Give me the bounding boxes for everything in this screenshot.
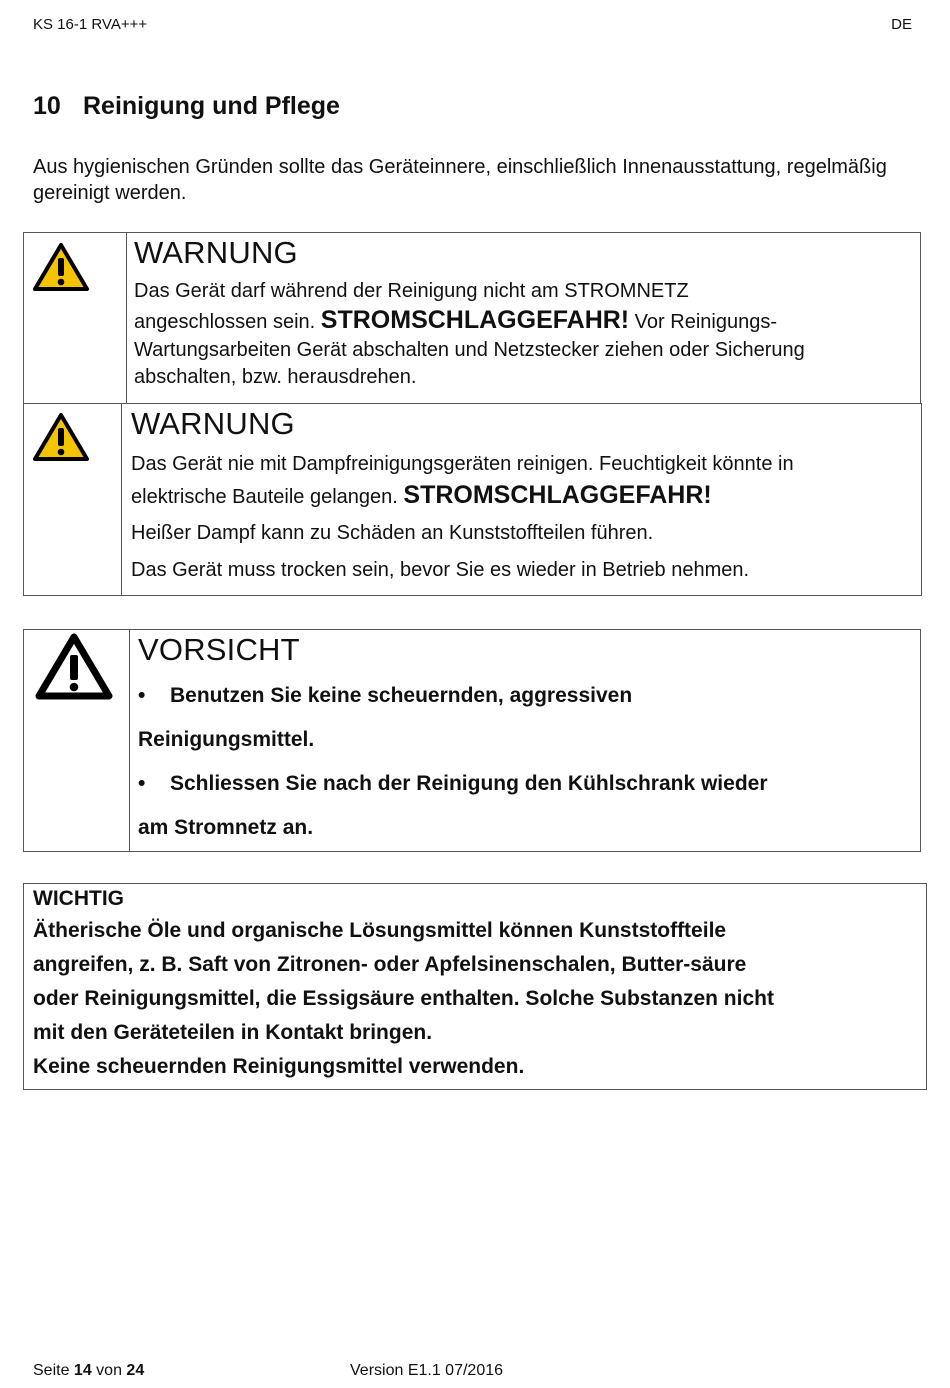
warning-1-heading: WARNUNG <box>134 235 298 270</box>
footer-page-word: Seite <box>33 1362 70 1379</box>
important-box <box>23 883 927 1090</box>
important-line-1: Ätherische Öle und organische Lösungsmittel können Kunststoffteile <box>33 919 727 942</box>
section-title <box>33 92 340 121</box>
caution-content <box>138 632 918 850</box>
bullet-icon: • <box>138 684 146 707</box>
footer-page-number <box>33 1362 144 1380</box>
warning-2-line-2-pre: elektrische Bauteile gelangen. <box>131 486 404 508</box>
footer-page-total: 24 <box>126 1362 145 1379</box>
warning-2-line-1: Das Gerät nie mit Dampfreinigungsgeräten reinigen. Feuchtigkeit könnte in <box>131 453 794 475</box>
footer-of-word: von <box>96 1362 122 1379</box>
section-title-text: Reinigung und Pflege <box>83 92 340 120</box>
caution-item-1-text: Benutzen Sie keine scheuernden, aggressiven <box>170 684 633 707</box>
caution-heading: VORSICHT <box>138 632 300 667</box>
warning-triangle-yellow-icon <box>32 411 90 463</box>
warning-1-line-2 <box>134 306 919 337</box>
warning-2-content <box>131 406 921 585</box>
footer-version: Version E1.1 07/2016 <box>350 1362 504 1379</box>
warning-2-line-2 <box>131 479 921 513</box>
warning-1-line-1: Das Gerät darf während der Reinigung nicht am STROMNETZ <box>134 280 689 302</box>
important-line-2: angreifen, z. B. Saft von Zitronen- oder Apfelsinenschalen, Butter-säure <box>33 953 747 976</box>
bullet-icon: • <box>138 772 146 795</box>
caution-item-1 <box>138 674 918 718</box>
warning-2-para-2: Heißer Dampf kann zu Schäden an Kunststoffteilen führen. <box>131 522 654 544</box>
important-line-3: oder Reinigungsmittel, die Essigsäure enthalten. Solche Substanzen nicht <box>33 987 774 1010</box>
warning-2-heading: WARNUNG <box>131 406 295 441</box>
warning-box-1 <box>23 232 921 404</box>
caution-item-1-cont: Reinigungsmittel. <box>138 728 315 751</box>
section-intro: Aus hygienischen Gründen sollte das Geräteinnere, einschließlich Innenausstattung, regelmäßig gereinigt werden. <box>33 156 887 204</box>
header-model: KS 16-1 RVA+++ <box>33 16 148 33</box>
warning-2-para-3: Das Gerät muss trocken sein, bevor Sie es wieder in Betrieb nehmen. <box>131 559 750 581</box>
warning-triangle-yellow-icon <box>32 241 90 293</box>
warning-1-danger: STROMSCHLAGGEFAHR! <box>320 306 630 334</box>
important-heading: WICHTIG <box>33 887 124 910</box>
warning-1-line-2-pre: angeschlossen sein. <box>134 311 321 333</box>
warning-box-2 <box>23 403 922 596</box>
caution-item-2-cont: am Stromnetz an. <box>138 816 314 839</box>
caution-item-2 <box>138 762 918 806</box>
important-content <box>33 884 918 1084</box>
warning-1-line-4: abschalten, bzw. herausdrehen. <box>134 366 417 388</box>
warning-1-content <box>134 235 919 391</box>
caution-item-2-text: Schliessen Sie nach der Reinigung den Kühlschrank wieder <box>170 772 768 795</box>
footer-page-current: 14 <box>73 1362 92 1379</box>
warning-1-line-2-post: Vor Reinigungs- <box>629 311 777 333</box>
warning-2-danger: STROMSCHLAGGEFAHR! <box>403 481 712 509</box>
important-line-4: mit den Geräteteilen in Kontakt bringen. <box>33 1021 433 1044</box>
caution-box <box>23 629 921 852</box>
warning-triangle-black-icon <box>34 631 114 701</box>
header-language: DE <box>891 16 912 33</box>
important-line-5: Keine scheuernden Reinigungsmittel verwenden. <box>33 1055 525 1078</box>
warning-1-line-3: Wartungsarbeiten Gerät abschalten und Netzstecker ziehen oder Sicherung <box>134 339 805 361</box>
section-number: 10 <box>33 92 61 120</box>
